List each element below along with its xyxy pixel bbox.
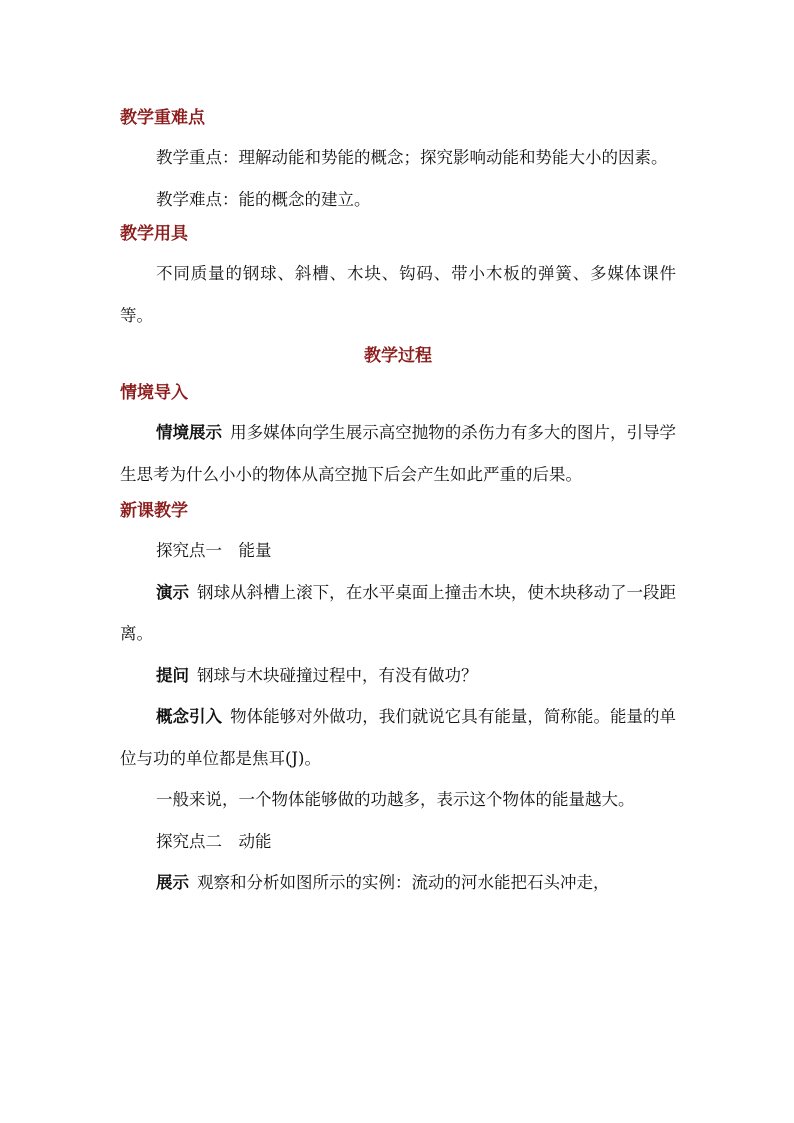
concept-text: 物体能够对外做功，我们就说它具有能量，简称能。能量的单位与功的单位都是焦耳(J)。 bbox=[120, 707, 677, 768]
tools-heading: 教学用具 bbox=[120, 224, 188, 244]
question-lead: 提问 bbox=[156, 665, 189, 685]
general-paragraph: 一般来说，一个物体能够做的功越多，表示这个物体的能量越大。 bbox=[156, 790, 635, 809]
difficult-point-paragraph: 教学难点：能的概念的建立。 bbox=[156, 189, 371, 209]
difficulty-heading: 教学重难点 bbox=[120, 108, 205, 128]
demo-paragraph bbox=[120, 572, 676, 655]
explore2-label: 探究点二 动能 bbox=[156, 831, 272, 851]
concept-paragraph bbox=[120, 696, 676, 779]
document-page bbox=[120, 104, 676, 904]
question-text: 钢球与木块碰撞过程中，有没有做功？ bbox=[197, 665, 478, 685]
tools-paragraph: 不同质量的钢球、斜槽、木块、钩码、带小木板的弹簧、多媒体课件等。 bbox=[120, 264, 676, 325]
intro-heading: 情境导入 bbox=[120, 383, 188, 403]
newlesson-heading: 新课教学 bbox=[120, 501, 188, 521]
show-paragraph bbox=[120, 862, 676, 904]
demo-text: 钢球从斜槽上滚下，在水平桌面上撞击木块，使木块移动了一段距离。 bbox=[120, 582, 677, 643]
key-point-paragraph: 教学重点：理解动能和势能的概念；探究影响动能和势能大小的因素。 bbox=[156, 148, 668, 167]
question-paragraph bbox=[120, 655, 676, 697]
concept-lead: 概念引入 bbox=[156, 707, 223, 726]
process-heading: 教学过程 bbox=[364, 346, 432, 366]
explore1-label: 探究点一 能量 bbox=[156, 541, 272, 560]
scene-paragraph bbox=[120, 412, 676, 495]
demo-lead: 演示 bbox=[156, 582, 190, 602]
show-text: 观察和分析如图所示的实例：流动的河水能把石头冲走， bbox=[197, 873, 610, 892]
scene-lead: 情境展示 bbox=[156, 423, 223, 442]
show-lead: 展示 bbox=[156, 873, 189, 892]
scene-text: 用多媒体向学生展示高空抛物的杀伤力有多大的图片，引导学生思考为什么小小的物体从高空抛下后会产生如此严重的后果。 bbox=[120, 423, 677, 484]
